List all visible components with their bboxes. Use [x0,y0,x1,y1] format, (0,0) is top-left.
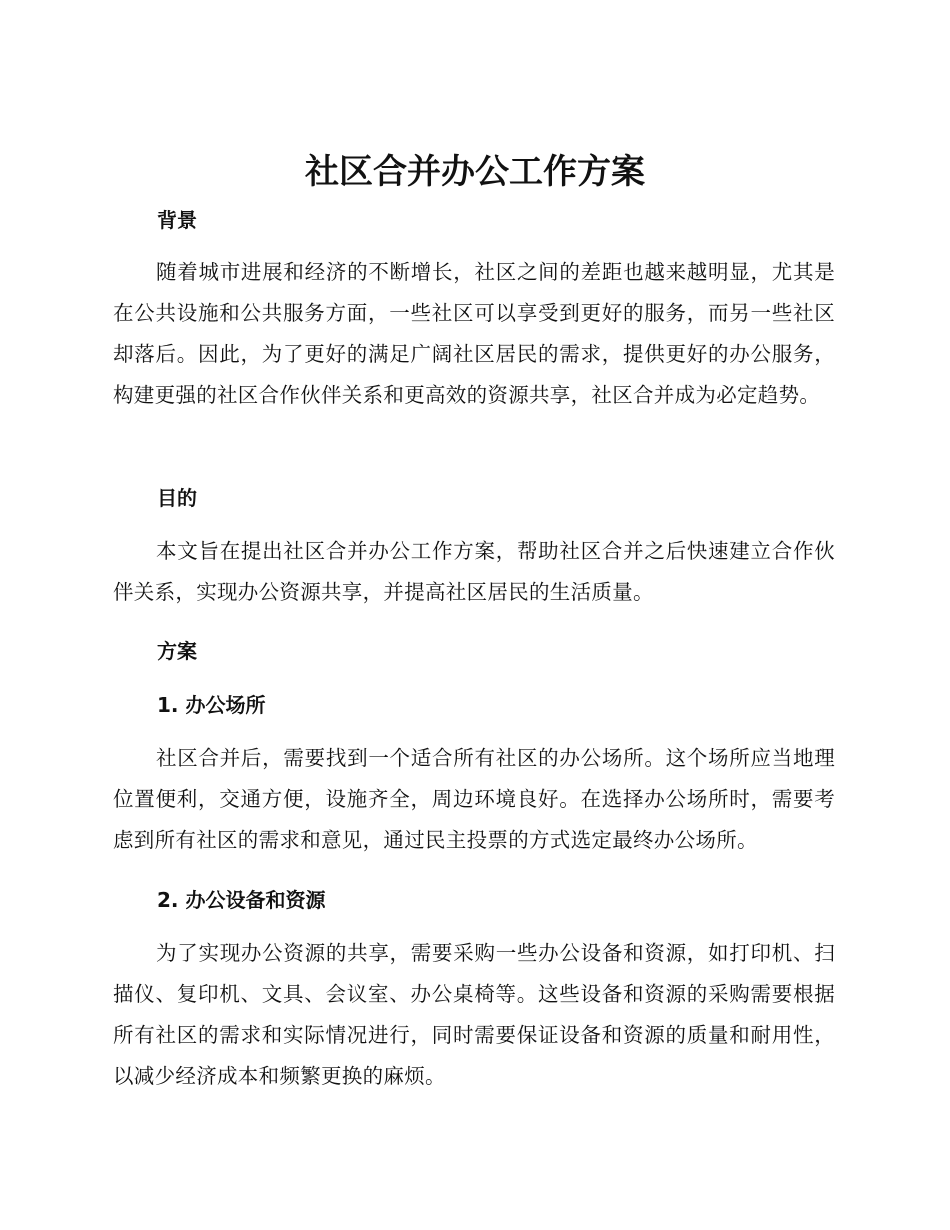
section-heading-background: 背景 [157,208,197,232]
paragraph-background: 随着城市进展和经济的不断增长，社区之间的差距也越来越明显，尤其是在公共设施和公共服务方面，一些社区可以享受到更好的服务，而另一些社区却落后。因此，为了更好的满足广阔社区居民的需求，提供更好的办公服务，构建更强的社区合作伙伴关系和更高效的资源共享，社区合并成为必定趋势。 [113,260,835,407]
section-heading-plan: 方案 [157,639,197,663]
paragraph-office-equipment: 为了实现办公资源的共享，需要采购一些办公设备和资源，如打印机、扫描仪、复印机、文具、会议室、办公桌椅等。这些设备和资源的采购需要根据所有社区的需求和实际情况进行，同时需要保证设备和资源的质量和耐用性，以减少经济成本和频繁更换的麻烦。 [113,941,835,1088]
paragraph-purpose: 本文旨在提出社区合并办公工作方案，帮助社区合并之后快速建立合作伙伴关系，实现办公资源共享，并提高社区居民的生活质量。 [113,539,835,604]
paragraph-office-location: 社区合并后，需要找到一个适合所有社区的办公场所。这个场所应当地理位置便利，交通方便，设施齐全，周边环境良好。在选择办公场所时，需要考虑到所有社区的需求和意见，通过民主投票的方式选定最终办公场所。 [113,746,835,852]
section-heading-purpose: 目的 [157,486,197,510]
document-title: 社区合并办公工作方案 [305,152,645,192]
section-heading-office-location: 1. 办公场所 [157,693,266,717]
section-heading-office-equipment: 2. 办公设备和资源 [157,888,326,912]
